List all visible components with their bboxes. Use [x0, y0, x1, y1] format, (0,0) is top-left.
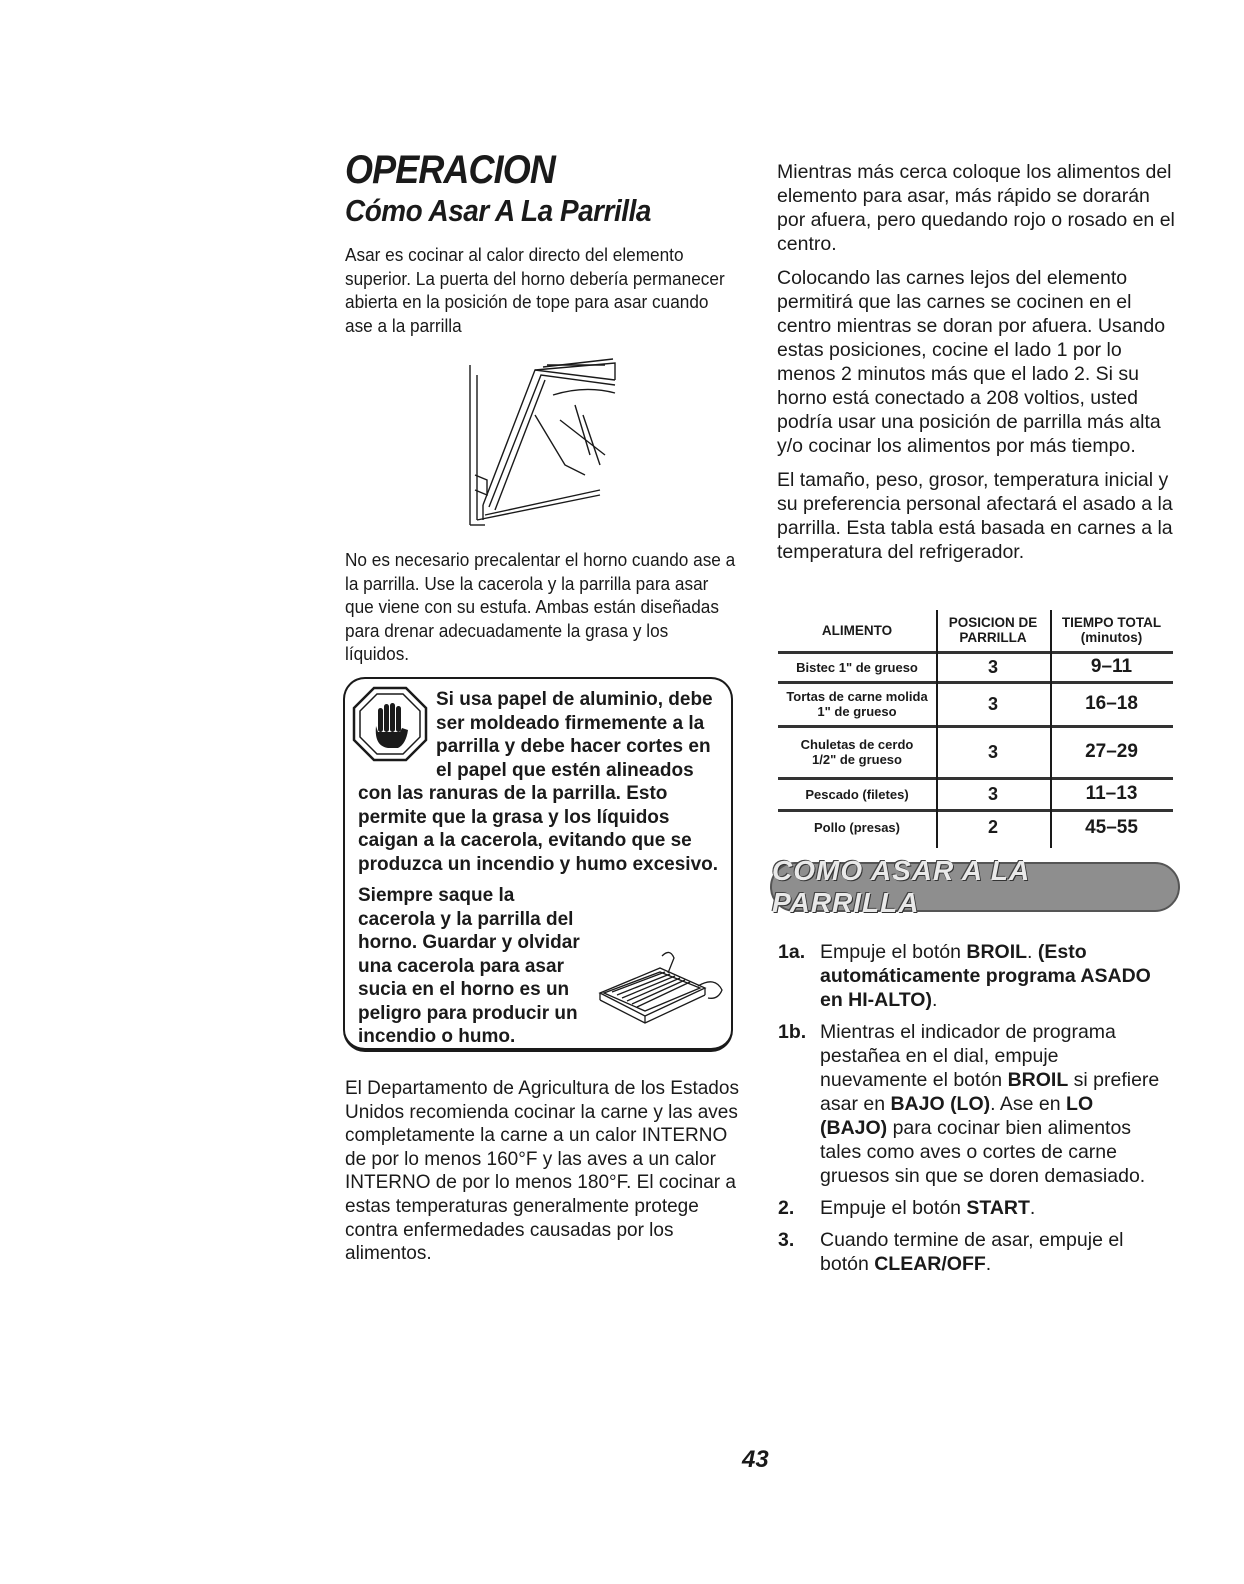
- time-cell: 27–29: [1085, 741, 1138, 762]
- storage-warning: Siempre saque la cacerola y la parrilla del horno. Guardar y olvidar una cacerola para asar sucia en el horno es un peligro para producir un incendio o humo.: [358, 885, 580, 1047]
- table-header-row: [778, 610, 1173, 652]
- preheat-block: [345, 548, 765, 666]
- step-1a: [778, 940, 1173, 1012]
- step-text: [820, 1228, 1160, 1276]
- time-cell: 9–11: [1090, 656, 1133, 677]
- low-label: BAJO (LO): [890, 1093, 991, 1115]
- header-food: ALIMENTO: [821, 622, 893, 638]
- food-cell: Pollo (presas): [814, 820, 900, 836]
- page-number: 43: [742, 1446, 769, 1473]
- step-text-part: Empuje el botón: [820, 941, 967, 963]
- start-label: START: [966, 1197, 1030, 1219]
- food-cell: Bistec 1" de grueso: [796, 659, 918, 675]
- banner-text: COMO ASAR A LA PARRILLA: [772, 855, 1030, 918]
- header-position: POSICION DE PARRILLA: [948, 615, 1038, 646]
- step-1b: [778, 1020, 1173, 1188]
- position-cell: 3: [987, 656, 998, 677]
- step-3: [778, 1228, 1173, 1276]
- usda-paragraph: El Departamento de Agricultura de los Estados Unidos recomienda cocinar la carne y las aves completamente la carne a un calor INTERNO de por lo menos 160°F y las aves a un calor INTERNO de por lo menos 180°F. El cocinar a estas temperaturas generalmente protege contra enfermedades causadas por los alimentos.: [345, 1078, 739, 1265]
- broil-label: BROIL: [966, 941, 1028, 963]
- step-text-part: .: [985, 1253, 992, 1275]
- auto-program-note: (Esto automáticamente programa ASADO en HI-ALTO): [820, 941, 1151, 1011]
- preheat-paragraph: No es necesario precalentar el horno cuando ase a la parrilla. Use la cacerola y la parrilla para asar que viene con su estufa. Ambas están diseñadas para drenar adecuadamente la grasa y los líquidos.: [345, 549, 736, 664]
- step-text-part: . Ase en: [990, 1093, 1067, 1115]
- time-cell: 45–55: [1085, 816, 1138, 838]
- step-number: 1b.: [778, 1021, 807, 1043]
- time-cell: 16–18: [1085, 693, 1138, 714]
- broil-table: [778, 610, 1173, 844]
- broil-instructions-banner: [770, 855, 1180, 918]
- step-text: [820, 1196, 1160, 1220]
- right-text-block: [777, 160, 1177, 564]
- table-row: [778, 726, 1173, 778]
- aluminum-warning-text: Si usa papel de aluminio, debe ser moldeado firmemente a la parrilla y debe hacer cortes en el papel que estén alineados con las ranuras de la parrilla. Esto permite que la grasa y los líquidos caigan a la cacerola, evitando que se produzca un incendio y humo excesivo.: [358, 689, 719, 875]
- low-label: LO (BAJO): [820, 1093, 1094, 1139]
- usda-block: [345, 1077, 745, 1266]
- food-cell: Chuletas de cerdo 1/2" de grueso: [800, 737, 914, 767]
- clear-off-label: CLEAR/OFF: [874, 1253, 986, 1275]
- step-text-part: .: [1029, 1197, 1036, 1219]
- position-paragraph: Colocando las carnes lejos del elemento permitirá que las carnes se cocinen en el centro mientras se doran por afuera. Usando estas posiciones, cocine el lado 1 por lo menos 2 minutos más que el lado 2. Si su horno está conectado a 208 voltios, usted podría usar una posición de parrilla más alta y/o cocinar los alimentos por más tiempo.: [777, 267, 1166, 457]
- step-text-part: si prefiere asar en: [820, 1069, 1160, 1115]
- section-subtitle: Cómo Asar A La Parrilla: [345, 193, 651, 228]
- position-cell: 2: [987, 817, 998, 838]
- icon-spacer: [358, 688, 436, 780]
- step-text-part: Mientras el indicador de programa pestañea en el dial, empuje nuevamente el botón: [820, 1021, 1116, 1091]
- step-2: [778, 1196, 1173, 1220]
- broiler-pan-icon: [590, 948, 730, 1028]
- food-cell: Pescado (filetes): [805, 786, 909, 802]
- table-row: [778, 810, 1173, 844]
- factors-paragraph: El tamaño, peso, grosor, temperatura inicial y su preferencia personal afectará el asado a la parrilla. Esta tabla está basada en carnes a la temperatura del refrigerador.: [777, 469, 1173, 563]
- intro-paragraph: Asar es cocinar al calor directo del elemento superior. La puerta del horno debería permanecer abierta en la posición de tope para asar cuando ase a la parrilla: [345, 244, 725, 336]
- step-text: [820, 1020, 1160, 1188]
- step-number: 2.: [778, 1197, 795, 1219]
- distance-paragraph: Mientras más cerca coloque los alimentos del elemento para asar, más rápido se dorarán por afuera, pero quedando rojo o rosado en el centro.: [777, 161, 1175, 255]
- broil-label: BROIL: [1007, 1069, 1069, 1091]
- table-row: [778, 682, 1173, 726]
- position-cell: 3: [987, 693, 998, 714]
- food-cell: Tortas de carne molida 1" de grueso: [786, 689, 928, 719]
- header-time: TIEMPO TOTAL (minutos): [1061, 615, 1162, 646]
- steps-list: [778, 940, 1173, 1276]
- intro-block: [345, 243, 770, 337]
- step-text-part: Cuando termine de asar, empuje el botón: [820, 1229, 1124, 1275]
- page-title: OPERACION: [345, 148, 555, 192]
- position-cell: 3: [987, 783, 998, 804]
- table-row: [778, 652, 1173, 682]
- step-number: 3.: [778, 1229, 795, 1251]
- aluminum-warning: [358, 688, 720, 876]
- step-text-part: .: [1027, 941, 1038, 963]
- step-text-part: Empuje el botón: [820, 1197, 967, 1219]
- table-row: [778, 778, 1173, 810]
- broil-table-wrap: [778, 610, 1173, 850]
- step-text: [820, 940, 1160, 1012]
- time-cell: 11–13: [1085, 783, 1138, 804]
- position-cell: 3: [987, 741, 998, 762]
- step-number: 1a.: [778, 941, 806, 963]
- oven-door-illustration: [465, 355, 625, 530]
- step-text-part: .: [931, 989, 938, 1011]
- step-text-part: para cocinar bien alimentos tales como aves o cortes de carne gruesos sin que se doren demasiado.: [820, 1117, 1146, 1187]
